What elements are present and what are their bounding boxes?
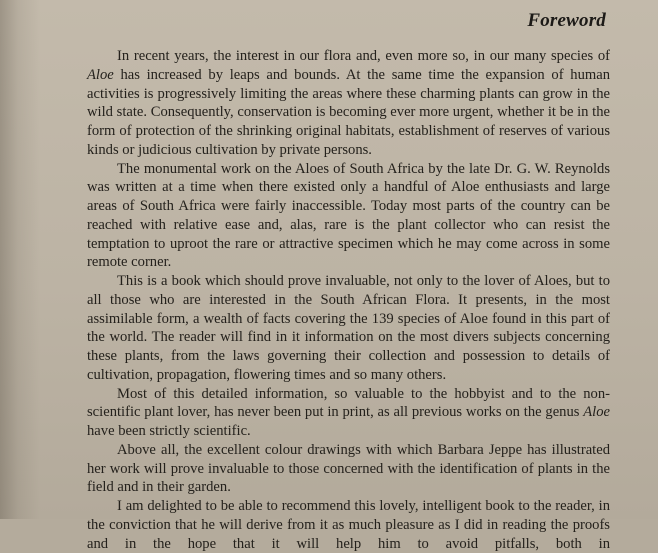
paragraph-6: I am delighted to be able to recommend this lovely, intelligent book to the reader, in the conviction that he will derive from it as much pleasure as I did in reading the proofs and in the hope that it will help him to avoid pitfalls, both in bbox=[87, 498, 610, 552]
genus-name: Aloe bbox=[87, 66, 114, 83]
paragraph-4 bbox=[87, 385, 610, 441]
paragraph-1-text-start: In recent years, the interest in our flora and, even more so, in our many species of bbox=[117, 48, 610, 64]
page-title: Foreword bbox=[527, 10, 606, 31]
paragraph-5: Above all, the excellent colour drawings with which Barbara Jeppe has illustrated her work will prove invaluable to those concerned with the identification of plants in the field and in their garden. bbox=[87, 441, 610, 496]
genus-name: Aloe bbox=[583, 404, 610, 421]
paragraph-2: The monumental work on the Aloes of South Africa by the late Dr. G. W. Reynolds was written at a time when there existed only a handful of Aloe enthusiasts and large areas of South Africa were fairly inaccessible. Today most parts of the country can be reached with relative ease and, alas, rare is the plant collector who can resist the temptation to uproot the rare or attractive specimen which he may come across in some remote corner. bbox=[87, 160, 610, 271]
paragraph-3: This is a book which should prove invaluable, not only to the lover of Aloes, but to all those who are interested in the South African Flora. It presents, in the most assimilable form, a wealth of facts covering the 139 species of Aloe found in this part of the world. The reader will find in it information on the most divers subjects concerning these plants, from the laws governing their collection and possession to details of cultivation, propagation, flowering times and so many others. bbox=[87, 273, 610, 383]
paragraph-1 bbox=[87, 47, 610, 160]
paragraph-1-text-end: has increased by leaps and bounds. At the same time the expansion of human activities is progressively limiting the areas where these charming plants can grow in the wild state. Consequently, conservation is becoming ever more urgent, whether it be in the form of protection of the shrinking original habitats, establishment of reserves of various kinds or judicious cultivation by private persons. bbox=[87, 66, 610, 158]
paragraph-4-text-start: Most of this detailed information, so valuable to the hobbyist and to the non-scientific plant lover, has never been put in print, as all previous works on the genus bbox=[87, 385, 610, 421]
paragraph-4-text-end: have been strictly scientific. bbox=[87, 423, 251, 439]
foreword-body bbox=[87, 47, 610, 553]
